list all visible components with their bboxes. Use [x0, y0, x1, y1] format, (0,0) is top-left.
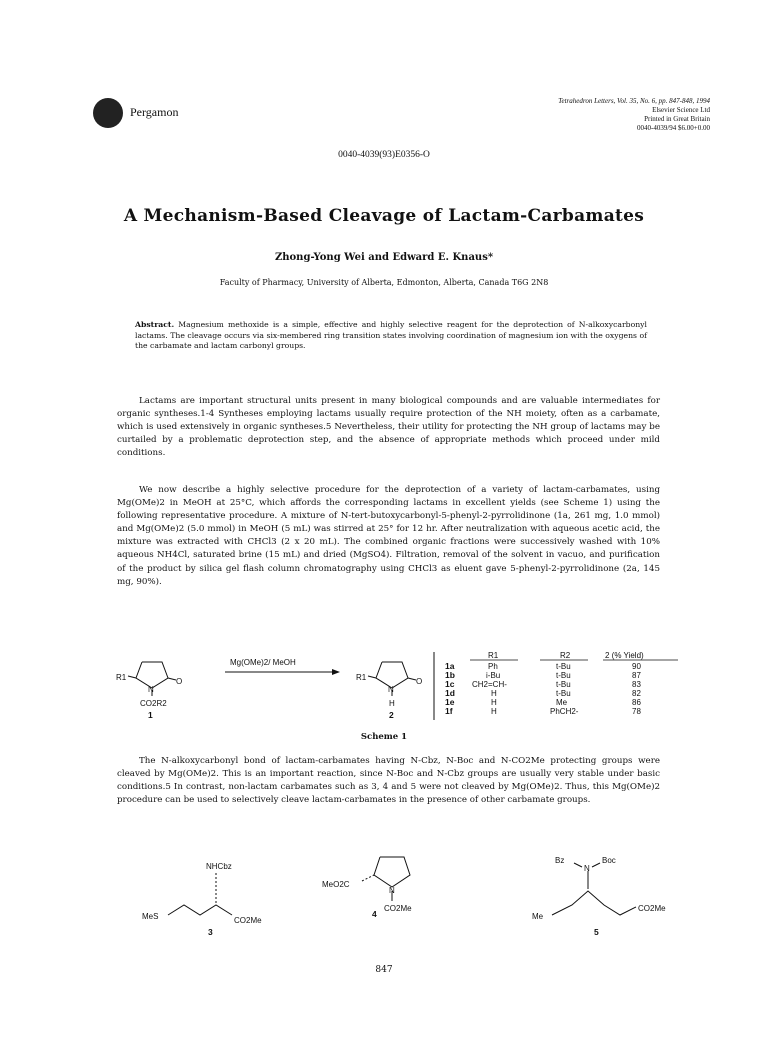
sm-substituent: CO2R2 [140, 699, 167, 708]
row-yield: 82 [632, 689, 641, 698]
paper-title: A Mechanism-Based Cleavage of Lactam-Carbamates [123, 206, 645, 226]
sm-number: 1 [148, 710, 153, 720]
header-r2: R2 [560, 651, 571, 660]
c3-mes: MeS [142, 912, 159, 921]
c5-n: N [584, 864, 590, 873]
row-id: 1f [445, 706, 453, 716]
c5-bz: Bz [555, 856, 565, 865]
row-r1: H [491, 707, 497, 716]
row-r1: H [491, 689, 497, 698]
abstract-label: Abstract. [135, 320, 175, 329]
journal-publisher: Elsevier Science Ltd [652, 106, 710, 114]
page-number: 847 [375, 965, 393, 975]
affiliation: Faculty of Pharmacy, University of Alberta, Edmonton, Alberta, Canada T6G 2N8 [219, 278, 549, 287]
doi-code: 0040-4039(93)E0356-O [338, 150, 430, 160]
row-yield: 78 [632, 707, 641, 716]
row-r2: Me [556, 698, 568, 707]
row-r1: CH2=CH- [472, 680, 507, 689]
header-yield: 2 (% Yield) [605, 651, 644, 660]
row-id: 1a [445, 661, 455, 671]
row-yield: 83 [632, 680, 641, 689]
row-r2: t-Bu [556, 671, 571, 680]
table-row [445, 670, 641, 680]
compound-structures [110, 845, 690, 945]
row-r1: Ph [488, 662, 498, 671]
journal-citation: Tetrahedron Letters, Vol. 35, No. 6, pp. 847-848, 1994 [558, 97, 710, 105]
authors: Zhong-Yong Wei and Edward E. Knaus* [274, 252, 494, 263]
arrow-head [332, 669, 340, 675]
compound-4-structure [362, 857, 410, 901]
table-row [445, 661, 641, 671]
abstract [135, 320, 647, 352]
paragraph-intro: Lactams are important structural units present in many biological compounds and are valuable intermediates for organic syntheses.1-4 Syntheses employing lactams usually require protection of the NH moiety, often as a carbamate, which is used extensively in organic syntheses.5 Nevertheless, their utility for protecting the NH group of lactams may be curtailed by a problematic deprotection step, and the absence of appropriate methods which proceed under mild conditions. [117, 396, 660, 459]
c5-number: 5 [594, 927, 599, 937]
paragraph-results: The N-alkoxycarbonyl bond of lactam-carbamates having N-Cbz, N-Boc and N-CO2Me protecting groups were cleaved by Mg(OMe)2. This is an important reaction, since N-Boc and N-Cbz groups are usually very stable under basic conditions.5 In contrast, non-lactam carbamates such as 3, 4 and 5 were not cleaved by Mg(OMe)2. Thus, this Mg(OMe)2 procedure can be used to selectively cleave lactam-carbamates in the presence of other carbamate groups. [117, 756, 660, 806]
pr-number: 2 [389, 710, 394, 720]
table-row [445, 688, 641, 698]
compound-3-structure [168, 873, 232, 915]
publisher-name: Pergamon [130, 105, 179, 119]
table-row [445, 706, 641, 716]
scheme-1 [110, 650, 690, 730]
table-row [445, 697, 641, 707]
sm-r1: R1 [116, 673, 127, 682]
abstract-text: Magnesium methoxide is a simple, effective and highly selective reagent for the deprotection of N-alkoxycarbonyl lactams. The cleavage occurs via six-membered ring transition states involving coordination of magnesium ion with the oxygens of the carbamate and lactam carbonyl groups. [135, 320, 647, 350]
header-r1: R1 [488, 651, 499, 660]
c5-me: Me [532, 912, 544, 921]
sm-n: N [148, 685, 154, 694]
row-id: 1e [445, 697, 455, 707]
reagent-label: Mg(OMe)2/ MeOH [230, 658, 296, 667]
c5-ester: CO2Me [638, 904, 666, 913]
row-r2: t-Bu [556, 662, 571, 671]
compound-5-structure [552, 863, 636, 915]
journal-info [410, 97, 710, 133]
pr-n: N [388, 685, 394, 694]
c4-substituent: CO2Me [384, 904, 412, 913]
row-yield: 86 [632, 698, 641, 707]
row-r1: H [491, 698, 497, 707]
c4-ester: MeO2C [322, 880, 350, 889]
table-row [445, 679, 641, 689]
c5-boc: Boc [602, 856, 616, 865]
scheme-label: Scheme 1 [360, 732, 408, 742]
pr-r1: R1 [356, 673, 367, 682]
journal-price: 0040-4039/94 $6.00+0.00 [637, 124, 710, 132]
pr-o: O [416, 677, 423, 686]
c3-ester: CO2Me [234, 916, 262, 925]
pr-h: H [389, 699, 395, 708]
row-r1: i-Bu [486, 671, 501, 680]
journal-printed: Printed in Great Britain [644, 115, 710, 123]
row-id: 1d [445, 688, 455, 698]
sm-o: O [176, 677, 183, 686]
paragraph-procedure: We now describe a highly selective procedure for the deprotection of a variety of lactam-carbamates, using Mg(OMe)2 in MeOH at 25°C, which affords the corresponding lactams in excellent yields (see Scheme 1) using the following representative procedure. A mixture of N-tert-butoxycarbonyl-5-phenyl-2-pyrrolidinone (1a, 261 mg, 1.0 mmol) and Mg(OMe)2 (5.0 mmol) in MeOH (5 mL) was stirred at 25° for 12 hr. After neutralization with aqueous acetic acid, the mixture was extracted with CHCl3 (2 x 20 mL). The combined organic fractions were successively washed with 10% aqueous NH4Cl, saturated brine (15 mL) and dried (MgSO4). Filtration, removal of the solvent in vacuo, and purification of the product by silica gel flash column chromatography using CHCl3 as eluent gave 5-phenyl-2-pyrrolidinone (2a, 145 mg, 90%). [117, 485, 660, 587]
row-yield: 87 [632, 671, 641, 680]
row-r2: t-Bu [556, 689, 571, 698]
c4-n: N [389, 886, 395, 895]
row-r2: t-Bu [556, 680, 571, 689]
c3-number: 3 [208, 927, 213, 937]
publisher-logo [93, 98, 123, 128]
row-id: 1b [445, 670, 455, 680]
c3-nhcbz: NHCbz [206, 862, 232, 871]
c4-number: 4 [372, 909, 377, 919]
row-id: 1c [445, 679, 455, 689]
row-r2: PhCH2- [550, 707, 579, 716]
row-yield: 90 [632, 662, 641, 671]
